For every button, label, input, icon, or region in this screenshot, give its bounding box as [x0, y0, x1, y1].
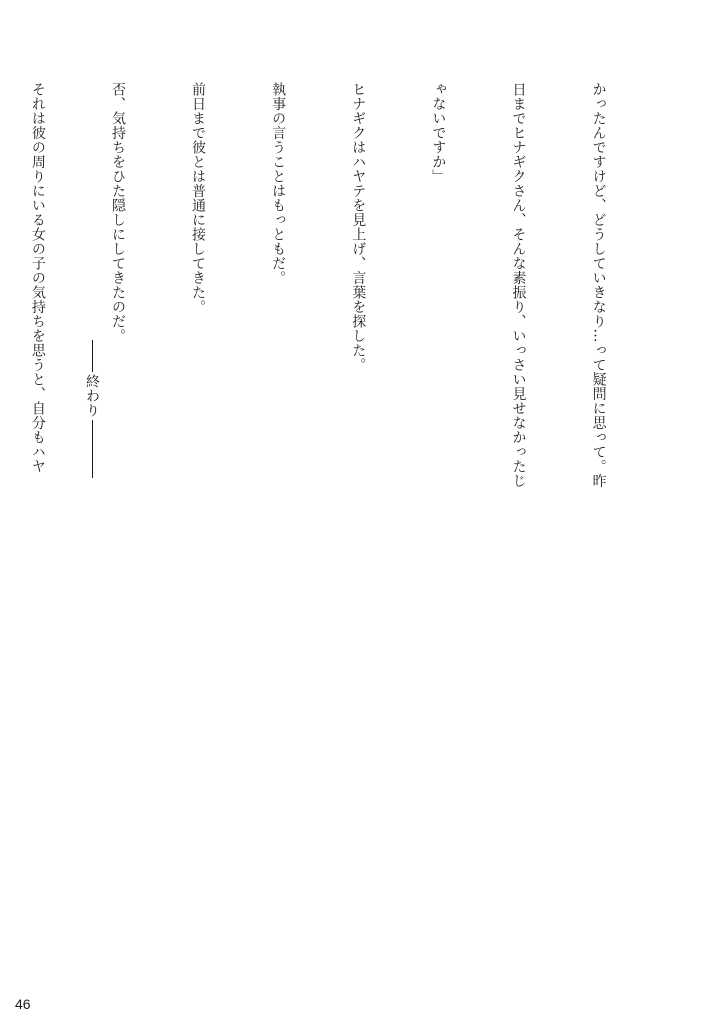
page-number: 46: [15, 996, 31, 1012]
ending-dash-left: [92, 340, 93, 372]
text-line: 前日まで彼とは普通に接してきた。: [190, 82, 207, 314]
text-line: それは彼の周りにいる女の子の気持ちを思うと、自分もハヤ: [29, 82, 46, 474]
text-line: ゃないですか」: [430, 82, 447, 184]
text-line: 執事の言うことはもっともだ。: [270, 82, 287, 285]
text-line: かったんですけど、どうしていきなり…って疑問に思って。昨: [590, 82, 607, 488]
ending-dash-right: [92, 420, 93, 478]
ending-mark: [82, 338, 102, 480]
text-line: 否、気持ちをひた隠しにしてきたのだ。: [109, 82, 126, 343]
text-line: ヒナギクはハヤテを見上げ、言葉を探した。: [350, 82, 367, 372]
text-line: 日までヒナギクさん、そんな素振り、いっさい見せなかったじ: [510, 82, 527, 488]
ending-label: 終わり: [84, 374, 100, 418]
